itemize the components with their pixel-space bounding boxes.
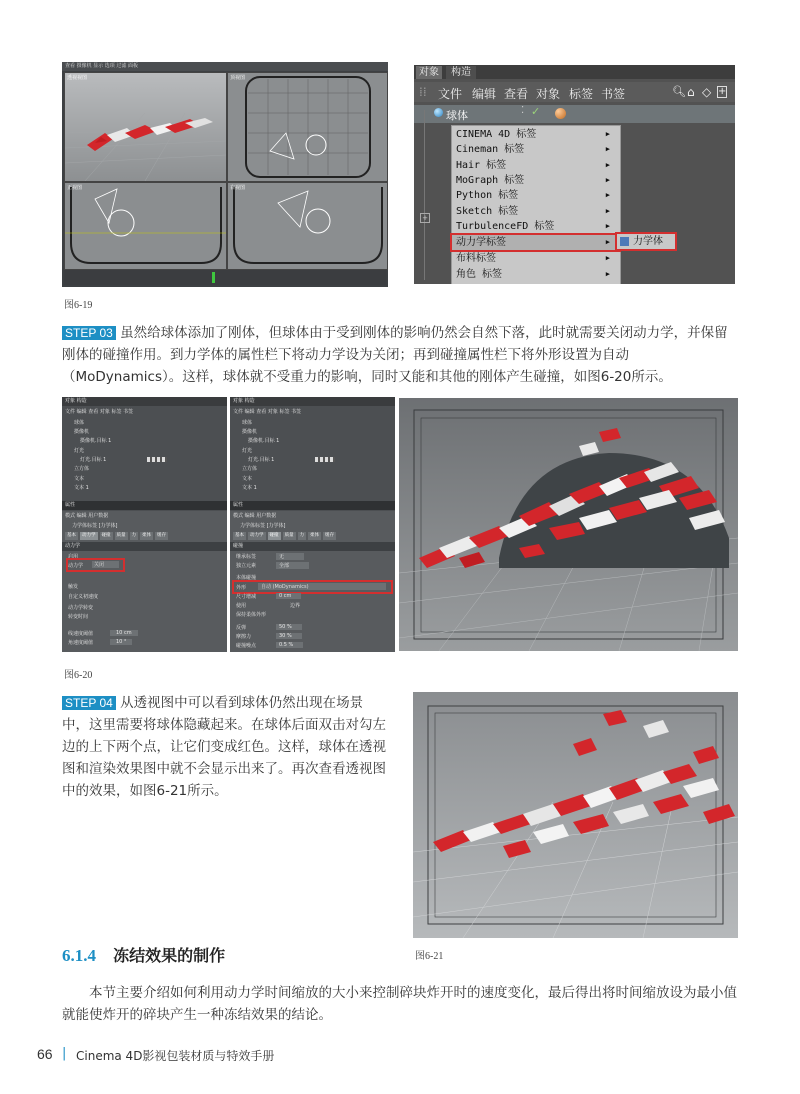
attr-row-independent[interactable]: 独立元素 — [236, 563, 257, 569]
attr-tab[interactable]: 碰撞 — [101, 533, 111, 538]
highlight-dynamics-menu — [450, 233, 621, 252]
om-menu-bookmarks[interactable]: 书签 — [601, 87, 626, 101]
attr-row-dynamics[interactable]: 动力学 — [68, 563, 84, 569]
obj-row[interactable]: 灯光 — [74, 448, 85, 454]
angular-threshold-value[interactable]: 10 ° — [110, 639, 132, 645]
menu-item-sketch-tags[interactable]: Sketch 标签 ▶ — [456, 206, 610, 217]
step04-badge: STEP 04 — [62, 696, 116, 710]
step03-text: 虽然给球体添加了刚体，但球体由于受到刚体的影响仍然会自然下落，此时就需要关闭动力学，并保留刚体的碰撞作用。到力学体的属性栏下将动力学设为关闭；再到碰撞属性栏下将外形设置为自动（MoDynamics）。这样，球体就不受重力的影响，同时又能和其他的刚体产生碰撞，如图6-20所示。 — [62, 325, 728, 385]
attr-row-transition-time[interactable]: 转变时间 — [68, 614, 89, 620]
new-window-icon[interactable]: + — [718, 86, 727, 97]
right-viewport: 右视图 — [227, 182, 388, 270]
book-title: Cinema 4D影视包装材质与特效手册 — [76, 1049, 275, 1063]
fig20-left-menu: 文件 编辑 查看 对象 标签 书签 — [65, 409, 134, 415]
section-paragraph: 本节主要介绍如何利用动力学时间缩放的大小来控制碎块炸开时的速度变化，最后得出将时间缩放设为最小值就能使炸开的碎块产生一种冻结效果的结论。 — [62, 985, 737, 1023]
eye-icon[interactable]: ◇ — [702, 85, 712, 99]
menu-item-turbulencefd-tags[interactable]: TurbulenceFD 标签 ▶ — [456, 221, 610, 232]
obj-row[interactable]: 球体 — [242, 420, 253, 426]
shape-value: 自动 (MoDynamics) — [261, 584, 309, 590]
tag-dots-icon — [147, 457, 167, 462]
sphere-icon — [434, 108, 443, 117]
obj-row[interactable]: 文本 — [74, 476, 85, 482]
fig21-caption: 图6-21 — [415, 951, 444, 962]
attr-row-collision-noise[interactable]: 碰撞噪点 — [236, 643, 257, 649]
om-tab-bar — [414, 65, 735, 79]
attr-tabs — [65, 532, 168, 540]
check-icon[interactable]: ✓ — [531, 105, 541, 118]
om-menu-view[interactable]: 查看 — [504, 87, 529, 101]
friction-value[interactable]: 30 % — [276, 633, 302, 639]
menu-item-character-tags[interactable]: 角色 标签 ▶ — [456, 269, 610, 280]
footer-separator: | — [62, 1046, 67, 1061]
attr-menu: 模式 编辑 用户数据 — [233, 513, 277, 519]
obj-row[interactable]: 灯光.目标 1 — [80, 457, 107, 463]
obj-row[interactable]: 摄像机 — [74, 429, 90, 435]
obj-row[interactable]: 灯光 — [242, 448, 253, 454]
context-menu — [451, 125, 621, 284]
om-menu-tags[interactable]: 标签 — [569, 87, 594, 101]
fig20-render-drawing — [399, 398, 738, 651]
attr-row-keep-soft-shape[interactable]: 保持柔体外形 — [236, 612, 267, 618]
fig20-right-menu: 文件 编辑 查看 对象 标签 书签 — [233, 409, 302, 415]
fig20-right-tabs: 对象 构造 — [230, 397, 395, 406]
timeline-bar[interactable] — [64, 270, 386, 285]
attr-tab[interactable]: 质量 — [284, 533, 294, 538]
attr-header: 属性 — [230, 501, 395, 510]
attr-tab[interactable]: 柔体 — [310, 533, 319, 538]
section-header: 动力学 — [62, 542, 227, 551]
top-viewport: 顶视图 — [227, 72, 388, 182]
viewport-menubar: 查看 摄像机 显示 选项 过滤 面板 — [62, 62, 388, 71]
perspective-view-drawing — [65, 73, 226, 181]
menu-item-cineman-tags[interactable]: Cineman 标签 ▶ — [456, 144, 610, 155]
obj-row[interactable]: 摄像机 — [242, 429, 258, 435]
obj-row[interactable]: 文本 — [242, 476, 253, 482]
use-value[interactable]: 边界 — [290, 603, 301, 609]
grid-icon: ⁞⁞ — [419, 85, 427, 99]
attr-row-enable[interactable]: 启用 — [68, 554, 79, 560]
step04-text: 从透视图中可以看到球体仍然出现在场景中，这里需要将球体隐藏起来。在球体后面双击对勾左边的上下两个点，让它们变成红色。这样，球体在透视图和渲染效果图中就不会显示出来了。再次查看透视图中的效果，如图6-21所示。 — [62, 695, 386, 799]
fig20-right-object-list — [230, 397, 395, 511]
right-view-drawing — [228, 183, 387, 269]
bounce-value[interactable]: 50 % — [276, 624, 302, 630]
obj-row[interactable]: 文本 1 — [242, 485, 257, 491]
obj-row[interactable]: 立方体 — [242, 466, 258, 472]
menu-item-cinema4d-tags[interactable]: CINEMA 4D 标签 ▶ — [456, 129, 610, 140]
highlight-rigid-body — [615, 232, 677, 251]
attr-row-inherit[interactable]: 继承标签 — [236, 554, 257, 560]
page-number: 66 — [37, 1046, 53, 1062]
fig19-object-manager — [414, 65, 735, 284]
fig20-left-tabs: 对象 构造 — [62, 397, 227, 406]
linear-threshold-value[interactable]: 10 cm — [110, 630, 138, 636]
independent-value[interactable]: 全部 — [276, 562, 309, 569]
attr-row-friction[interactable]: 摩擦力 — [236, 634, 252, 640]
om-object-row-sphere[interactable] — [414, 105, 735, 123]
collision-noise-value[interactable]: 0.5 % — [276, 642, 303, 648]
menu-item-mograph-tags[interactable]: MoGraph 标签 ▶ — [456, 175, 610, 186]
dynamics-value: 关闭 — [94, 562, 105, 568]
fig20-render-view — [399, 398, 738, 651]
om-menu-file[interactable]: 文件 — [438, 87, 463, 101]
attr-tab[interactable]: 基本 — [67, 533, 76, 538]
fig20-right-panel — [230, 397, 395, 652]
attr-tab[interactable]: 动力学 — [250, 533, 264, 538]
inherit-value[interactable]: 无 — [276, 553, 304, 560]
menu-item-dynamics-tags[interactable]: 动力学标签 ▶ — [452, 235, 620, 250]
section-number: 6.1.4 — [62, 946, 96, 965]
attr-row-self-collision[interactable]: 本体碰撞 — [236, 575, 257, 581]
step03-paragraph — [62, 322, 738, 388]
om-tab-structure[interactable]: 构造 — [446, 66, 476, 79]
obj-row[interactable]: 摄像机.目标 1 — [248, 438, 280, 444]
submenu-label: 力学体 — [633, 236, 663, 247]
step04-paragraph — [62, 692, 390, 802]
highlight-dynamics-setting — [66, 558, 125, 572]
obj-row[interactable]: 立方体 — [74, 466, 90, 472]
obj-row[interactable]: 摄像机.目标 1 — [80, 438, 112, 444]
front-viewport: 正视图 — [64, 182, 227, 270]
attr-row-shape[interactable]: 外形 — [236, 585, 247, 591]
attr-tab[interactable]: 柔体 — [142, 533, 151, 538]
attr-tab[interactable]: 缓存 — [325, 533, 334, 538]
up-arrow-icon[interactable]: ⌂ — [687, 85, 695, 99]
menu-item-hair-tags[interactable]: Hair 标签 ▶ — [456, 160, 610, 171]
section-title: 冻结效果的制作 — [113, 946, 226, 965]
visibility-dots[interactable]: ⁚ — [521, 105, 525, 116]
attr-row-bounce[interactable]: 反弹 — [236, 625, 247, 631]
fig19-viewport-screenshot — [62, 62, 388, 287]
om-tab-objects[interactable]: 对象 — [416, 66, 442, 79]
fig21-render-drawing — [413, 692, 738, 938]
tag-dots-icon — [315, 457, 335, 462]
obj-row[interactable]: 球体 — [74, 420, 85, 426]
tag-title: 力学体标签 [力学体] — [240, 523, 286, 529]
attr-row-transition[interactable]: 动力学转变 — [68, 605, 94, 611]
attr-row-use[interactable]: 使用 — [236, 603, 247, 609]
attr-row-linear-threshold[interactable]: 线速度阈值 — [68, 631, 94, 637]
tree-line — [424, 110, 425, 280]
tag-icon — [555, 108, 566, 119]
section-heading — [62, 943, 225, 966]
expand-icon[interactable]: + — [420, 213, 430, 223]
attr-header: 属性 — [62, 501, 227, 510]
attr-tab[interactable]: 动力学 — [82, 533, 96, 538]
shards — [433, 710, 735, 858]
attr-row-size-increment[interactable]: 尺寸增减 — [236, 594, 257, 600]
om-menu-object[interactable]: 对象 — [536, 87, 561, 101]
attr-tab[interactable]: 力 — [131, 533, 136, 538]
highlight-shape-setting — [232, 580, 393, 594]
attr-tab[interactable]: 质量 — [116, 533, 126, 538]
fig20-caption: 图6-20 — [64, 670, 93, 681]
attr-tab[interactable]: 缓存 — [157, 533, 166, 538]
attr-menu: 模式 编辑 用户数据 — [65, 513, 109, 519]
step03-badge: STEP 03 — [62, 326, 116, 340]
perspective-viewport: 透视视图 — [64, 72, 227, 182]
obj-row[interactable]: 文本 1 — [74, 485, 89, 491]
attr-tab[interactable]: 碰撞 — [269, 533, 279, 538]
fig20-left-object-list — [62, 397, 227, 511]
menu-item-python-tags[interactable]: Python 标签 ▶ — [456, 190, 610, 201]
attr-row-custom-velocity[interactable]: 自定义初速度 — [68, 594, 99, 600]
attr-tab[interactable]: 基本 — [235, 533, 244, 538]
fig20-left-panel — [62, 397, 227, 652]
fig21-render-view — [413, 692, 738, 938]
front-view-drawing — [65, 183, 226, 269]
om-menu-edit[interactable]: 编辑 — [472, 87, 497, 101]
menu-item-cloth-tags[interactable]: 布料标签 ▶ — [456, 253, 610, 264]
attr-row-angular-threshold[interactable]: 角速度阈值 — [68, 640, 94, 646]
obj-row[interactable]: 灯光.目标 1 — [248, 457, 275, 463]
tag-title: 力学体标签 [力学体] — [72, 523, 118, 529]
search-icon[interactable]: 🔍︎ — [672, 85, 686, 98]
fig19-caption: 图6-19 — [64, 300, 93, 311]
attr-tab[interactable]: 力 — [299, 533, 304, 538]
top-view-drawing — [228, 73, 387, 181]
attr-tabs — [233, 532, 336, 540]
section-header: 碰撞 — [230, 542, 395, 551]
attr-row-trigger[interactable]: 触发 — [68, 584, 79, 590]
om-menubar — [414, 82, 735, 102]
om-object-label: 球体 — [446, 109, 468, 122]
size-increment-value[interactable]: 0 cm — [276, 593, 301, 599]
timeline-playhead[interactable] — [212, 272, 215, 283]
